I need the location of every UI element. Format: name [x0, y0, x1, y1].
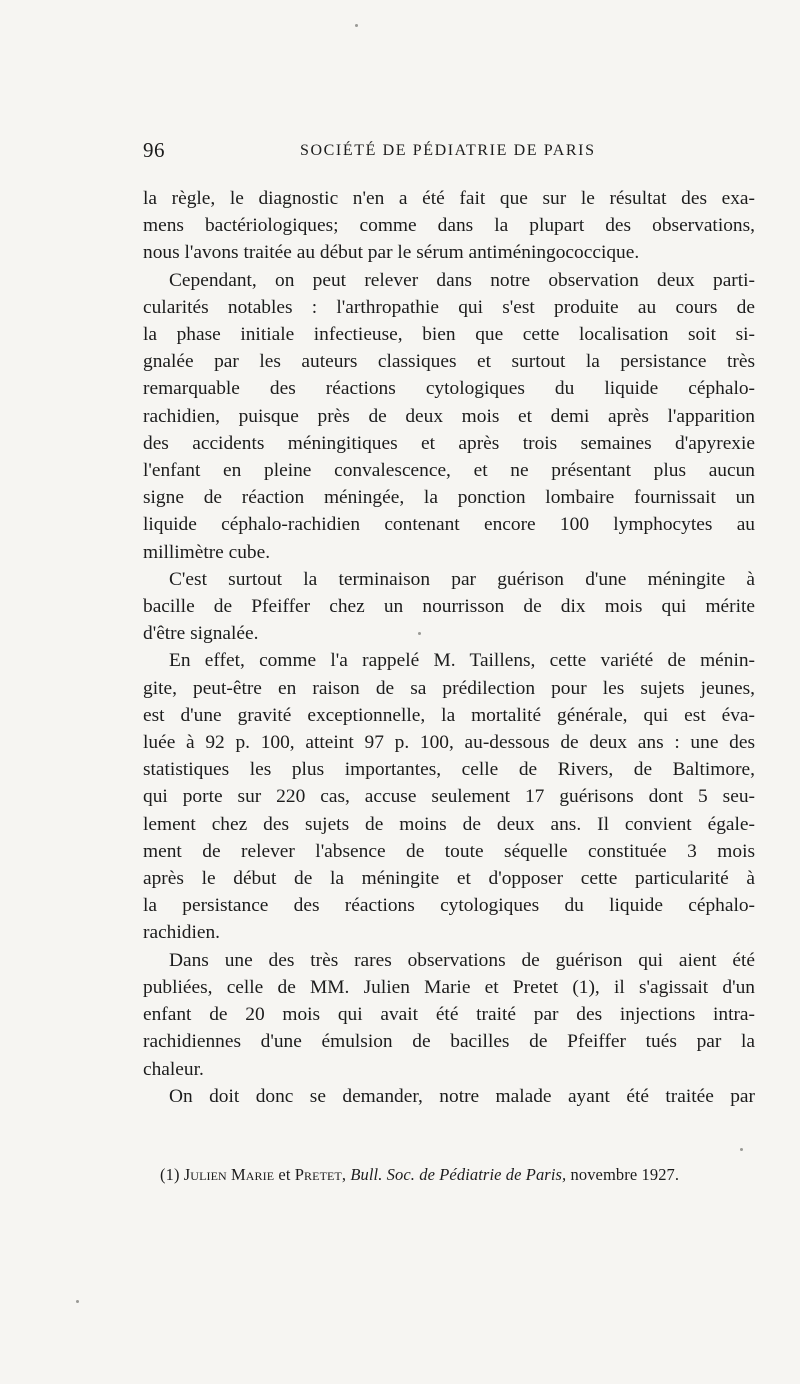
footnote-authors: Pretet, — [294, 1165, 347, 1184]
text-line: rachidien. — [143, 922, 220, 944]
text-line: lement chez des sujets de moins de deux ans. Il convient égale- — [143, 813, 755, 835]
text-line: chaleur. — [143, 1058, 204, 1080]
text-line: Cependant, on peut relever dans notre observation deux parti- — [169, 269, 755, 291]
footnote-connector: et — [278, 1165, 291, 1184]
text-line: liquide céphalo-rachidien contenant encore 100 lymphocytes au — [143, 514, 755, 536]
text-line: d'être signalée. — [143, 623, 259, 645]
text-line: est d'une gravité exceptionnelle, la mortalité générale, qui est éva- — [143, 704, 755, 726]
text-line: la phase initiale infectieuse, bien que cette localisation soit si- — [143, 324, 755, 346]
page-number: 96 — [143, 138, 165, 162]
text-line: statistiques les plus importantes, celle de Rivers, de Baltimore, — [143, 759, 755, 781]
text-line: la persistance des réactions cytologiques du liquide céphalo- — [143, 895, 755, 917]
text-line: qui porte sur 220 cas, accuse seulement 17 guérisons dont 5 seu- — [143, 786, 755, 808]
footnote-marker: (1) — [160, 1165, 180, 1184]
text-line: bacille de Pfeiffer chez un nourrisson de dix mois qui mérite — [143, 596, 755, 618]
text-line: mens bactériologiques; comme dans la plupart des observations, — [143, 215, 755, 237]
footnote — [160, 1165, 755, 1185]
text-line: cularités notables : l'arthropathie qui s'est produite au cours de — [143, 296, 755, 318]
text-line: des accidents méningitiques et après trois semaines d'apyrexie — [143, 432, 755, 454]
text-line: rachidien, puisque près de deux mois et demi après l'apparition — [143, 405, 755, 427]
text-line: En effet, comme l'a rappelé M. Taillens, cette variété de ménin- — [169, 650, 755, 672]
scan-speck — [740, 1148, 743, 1151]
scan-speck — [76, 1300, 79, 1303]
text-line: signe de réaction méningée, la ponction lombaire fournissait un — [143, 487, 755, 509]
text-line: rachidiennes d'une émulsion de bacilles de Pfeiffer tués par la — [143, 1031, 755, 1053]
text-line: l'enfant en pleine convalescence, et ne présentant plus aucun — [143, 460, 755, 482]
text-line: la règle, le diagnostic n'en a été fait que sur le résultat des exa- — [143, 188, 755, 209]
text-line: Dans une des très rares observations de guérison qui aient été — [169, 949, 755, 971]
text-line: gnalée par les auteurs classiques et surtout la persistance très — [143, 351, 755, 373]
text-line: ment de relever l'absence de toute séquelle constituée 3 mois — [143, 840, 755, 862]
scan-speck — [355, 24, 358, 27]
text-line: C'est surtout la terminaison par guérison d'une méningite à — [169, 568, 755, 590]
text-line: On doit donc se demander, notre malade ayant été traitée par — [169, 1085, 755, 1107]
text-line: millimètre cube. — [143, 541, 271, 563]
scan-speck — [418, 632, 421, 635]
footnote-journal: Bull. Soc. de Pédiatrie de Paris, — [350, 1165, 567, 1184]
body-text — [143, 185, 755, 1110]
text-line: après le début de la méningite et d'opposer cette particularité à — [143, 868, 755, 890]
text-line: gite, peut-être en raison de sa prédilection pour les sujets jeunes, — [143, 677, 755, 699]
text-line: enfant de 20 mois qui avait été traité par des injections intra- — [143, 1004, 755, 1026]
footnote-date: novembre 1927. — [570, 1165, 680, 1184]
text-line: remarquable des réactions cytologiques du liquide céphalo- — [143, 378, 755, 400]
text-line: nous l'avons traitée au début par le sérum antiméningococcique. — [143, 242, 640, 264]
text-line: publiées, celle de MM. Julien Marie et Pretet (1), il s'agissait d'un — [143, 976, 755, 998]
page-header — [143, 138, 755, 168]
text-line: luée à 92 p. 100, atteint 97 p. 100, au-dessous de deux ans : une des — [143, 732, 755, 754]
footnote-authors: Julien Marie — [183, 1165, 275, 1184]
running-head: SOCIÉTÉ DE PÉDIATRIE DE PARIS — [300, 142, 596, 159]
